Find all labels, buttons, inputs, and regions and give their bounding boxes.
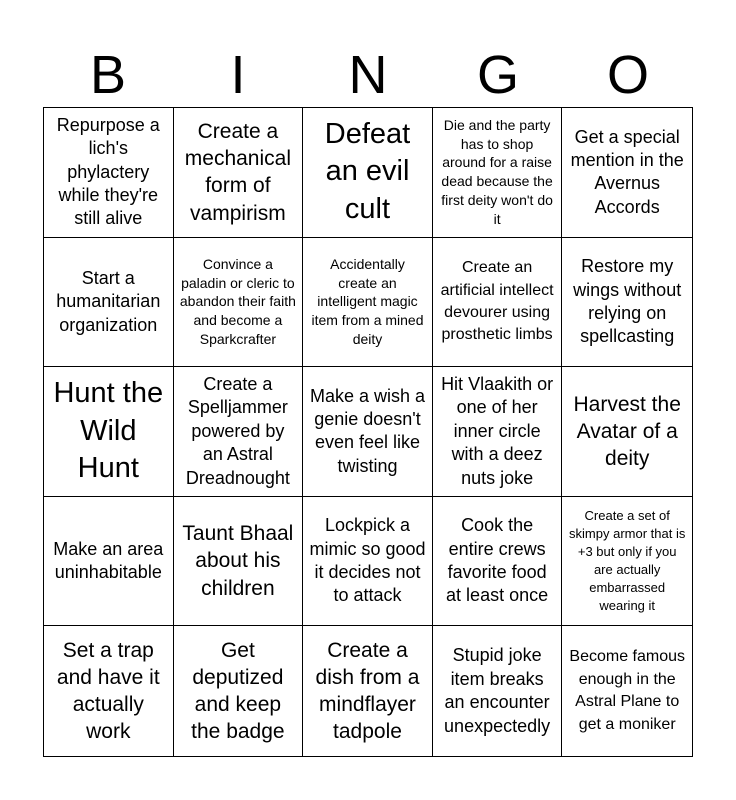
header-letter-o: O xyxy=(606,45,649,105)
bingo-cell[interactable] xyxy=(433,626,563,756)
bingo-header xyxy=(43,44,693,106)
cell-text: Stupid joke item breaks an encounter unexpectedly xyxy=(444,645,551,736)
header-letter-n: N xyxy=(348,45,388,105)
bingo-cell[interactable] xyxy=(303,238,433,368)
bingo-cell[interactable] xyxy=(303,497,433,627)
cell-text: Die and the party has to shop around for a raise dead because the first deity won't do it xyxy=(441,116,553,228)
bingo-cell[interactable] xyxy=(303,367,433,497)
cell-text: Taunt Bhaal about his children xyxy=(182,522,294,600)
bingo-cell[interactable] xyxy=(303,626,433,756)
bingo-cell[interactable] xyxy=(433,238,563,368)
bingo-cell[interactable] xyxy=(44,497,174,627)
cell-text: Get deputized and keep the badge xyxy=(191,638,285,744)
bingo-cell[interactable] xyxy=(174,626,304,756)
header-letter-g: G xyxy=(476,45,519,105)
cell-text: Become famous enough in the Astral Plane to get a moniker xyxy=(569,648,685,733)
cell-text: Start a humanitarian organization xyxy=(56,267,161,335)
cell-text: Create an artificial intellect devourer using prosthetic limbs xyxy=(440,259,554,344)
cell-text: Cook the entire crews favorite food at least once xyxy=(446,515,549,606)
bingo-board xyxy=(43,107,693,757)
header-letter-b: B xyxy=(89,45,127,105)
cell-text: Create a dish from a mindflayer tadpole xyxy=(315,638,420,744)
cell-text: Create a Spelljammer powered by an Astral Dreadnought xyxy=(185,374,290,488)
cell-text: Hunt the Wild Hunt xyxy=(53,376,164,485)
bingo-cell[interactable] xyxy=(433,367,563,497)
cell-text: Restore my wings without relying on spellcasting xyxy=(573,256,682,347)
cell-text: Make a wish a genie doesn't even feel like twisting xyxy=(309,385,426,476)
cell-text: Repurpose a lich's phylactery while they're still alive xyxy=(56,114,160,229)
cell-text: Make an area uninhabitable xyxy=(53,538,164,583)
cell-text: Harvest the Avatar of a deity xyxy=(573,392,681,471)
bingo-cell[interactable] xyxy=(562,367,692,497)
bingo-cell[interactable] xyxy=(174,108,304,238)
bingo-cell[interactable] xyxy=(44,238,174,368)
bingo-cell[interactable] xyxy=(433,497,563,627)
cell-text: Set a trap and have it actually work xyxy=(56,638,160,744)
bingo-cell[interactable] xyxy=(174,238,304,368)
cell-text: Get a special mention in the Avernus Accords xyxy=(570,126,684,217)
cell-text: Convince a paladin or cleric to abandon their faith and become a Sparkcrafter xyxy=(179,255,296,348)
bingo-cell[interactable] xyxy=(562,497,692,627)
bingo-cell[interactable] xyxy=(174,367,304,497)
bingo-cell[interactable] xyxy=(562,108,692,238)
bingo-cell[interactable] xyxy=(562,238,692,368)
bingo-cell[interactable] xyxy=(433,108,563,238)
cell-text: Hit Vlaakith or one of her inner circle with a deez nuts joke xyxy=(441,374,554,488)
cell-text: Accidentally create an intelligent magic item from a mined deity xyxy=(311,255,424,348)
bingo-cell[interactable] xyxy=(44,108,174,238)
cell-text: Create a mechanical form of vampirism xyxy=(184,119,291,225)
cell-text: Defeat an evil cult xyxy=(324,117,411,226)
bingo-cell[interactable] xyxy=(562,626,692,756)
bingo-cell[interactable] xyxy=(44,367,174,497)
bingo-cell[interactable] xyxy=(174,497,304,627)
cell-text: Create a set of skimpy armor that is +3 but only if you are actually embarrassed wearing it xyxy=(569,507,686,614)
header-letter-i: I xyxy=(230,45,246,105)
bingo-cell[interactable] xyxy=(44,626,174,756)
cell-text: Lockpick a mimic so good it decides not to attack xyxy=(309,515,426,606)
bingo-cell[interactable] xyxy=(303,108,433,238)
